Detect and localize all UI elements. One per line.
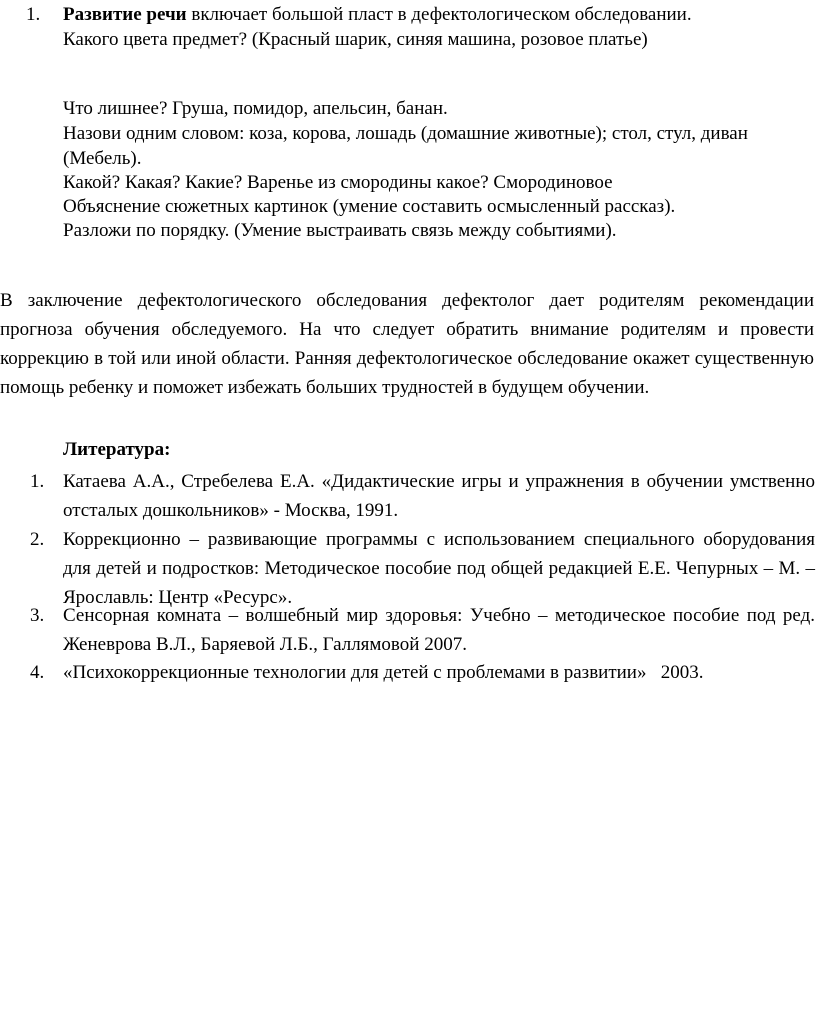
ref-item: Коррекционно – развивающие программы с использованием специального оборудования для детей и подростков: Методическое пособие под общей редакцией Е.Е. Чепурных – М. – Ярославль: Центр «Ресурс». — [63, 529, 815, 608]
speech-title: Развитие речи — [63, 4, 187, 25]
speech-pictures: Объяснение сюжетных картинок (умение составить осмысленный рассказ). — [63, 196, 676, 217]
ref-number: 4. — [30, 662, 45, 683]
speech-intro: включает большой пласт в дефектологическом обследовании. — [186, 4, 692, 25]
speech-intro-line — [63, 3, 692, 27]
ref-item: Сенсорная комната – волшебный мир здоровья: Учебно – методическое пособие под ред. Женеврова В.Л., Баряевой Л.Б., Галлямовой 2007. — [63, 605, 815, 655]
speech-question-color: Какого цвета предмет? (Красный шарик, синяя машина, розовое платье) — [63, 29, 648, 50]
speech-question-name: Назови одним словом: коза, корова, лошадь (домашние животные); стол, стул, диван — [63, 123, 748, 144]
speech-question-which: Какой? Какая? Какие? Варенье из смородины какое? Смородиновое — [63, 172, 613, 193]
speech-question-odd: Что лишнее? Груша, помидор, апельсин, банан. — [63, 98, 448, 119]
ref-item: Катаева А.А., Стребелева Е.А. «Дидактические игры и упражнения в обучении умственно отсталых дошкольников» - Москва, 1991. — [63, 471, 815, 521]
ref-number: 3. — [30, 605, 45, 626]
speech-list-number: 1. — [26, 4, 41, 25]
literature-heading-text: Литература: — [63, 439, 171, 460]
speech-order: Разложи по порядку. (Умение выстраивать связь между событиями). — [63, 220, 617, 241]
conclusion-paragraph: В заключение дефектологического обследования дефектолог дает родителям рекомендации прогноза обучения обследуемого. На что следует обратить внимание родителям и провести коррекцию в той или иной области. Ранняя дефектологическое обследование окажет существенную помощь ребенку и поможет избежать больших трудностей в будущем обучении. — [0, 290, 814, 398]
ref-number: 2. — [30, 529, 45, 550]
speech-question-name-cont: (Мебель). — [63, 148, 142, 169]
ref-item: «Психокоррекционные технологии для детей с проблемами в развитии» 2003. — [63, 662, 704, 683]
literature-heading — [63, 438, 170, 462]
ref-number: 1. — [30, 471, 45, 492]
